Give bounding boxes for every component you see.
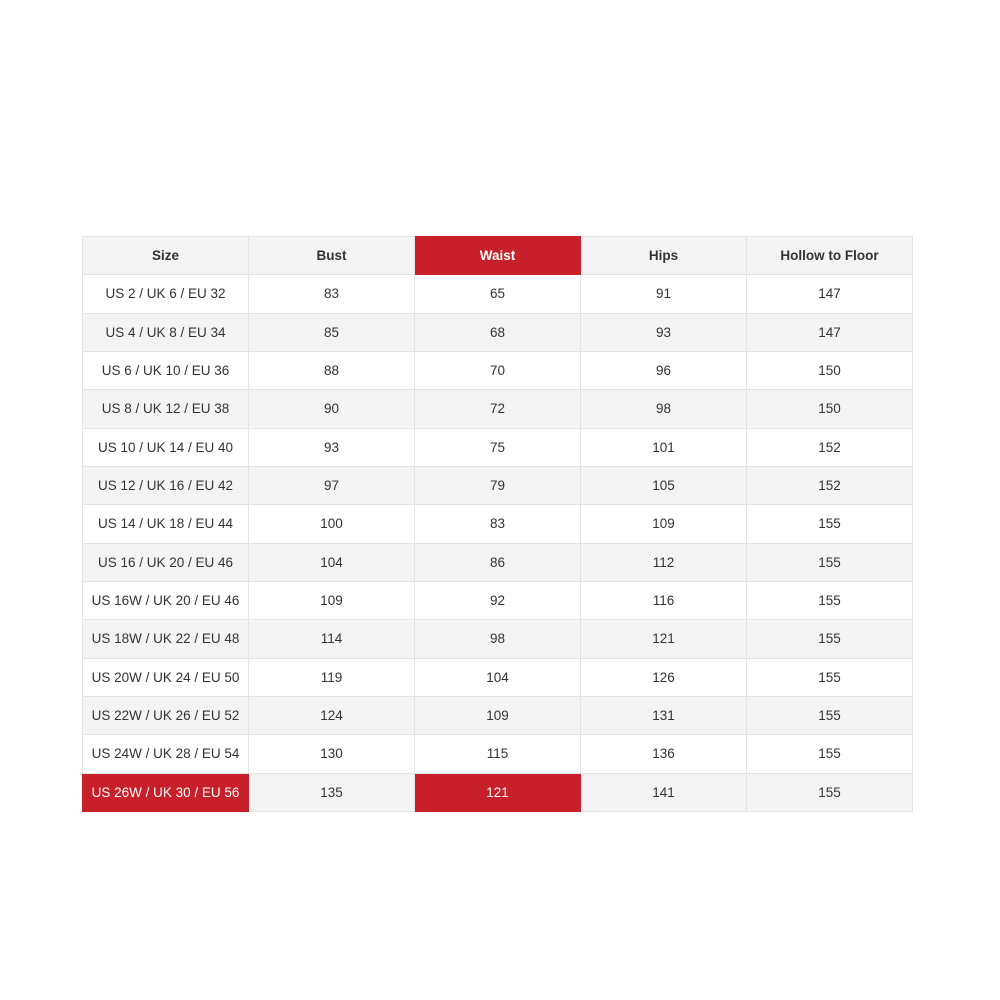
size-cell: US 8 / UK 12 / EU 38 (83, 390, 249, 428)
hips-cell: 93 (581, 313, 747, 351)
bust-cell: 100 (249, 505, 415, 543)
hollow-to-floor-cell: 155 (747, 620, 913, 658)
hips-cell: 126 (581, 658, 747, 696)
table-row (83, 543, 913, 581)
bust-cell: 119 (249, 658, 415, 696)
bust-cell: 83 (249, 275, 415, 313)
header-hollow-to-floor: Hollow to Floor (747, 237, 913, 275)
hollow-to-floor-cell: 155 (747, 505, 913, 543)
hollow-to-floor-cell: 155 (747, 581, 913, 619)
table-row (83, 581, 913, 619)
bust-cell: 130 (249, 735, 415, 773)
hollow-to-floor-cell: 147 (747, 313, 913, 351)
waist-cell: 104 (415, 658, 581, 696)
waist-cell: 65 (415, 275, 581, 313)
bust-cell: 88 (249, 351, 415, 389)
hollow-to-floor-cell: 155 (747, 735, 913, 773)
hollow-to-floor-cell: 152 (747, 428, 913, 466)
bust-cell: 90 (249, 390, 415, 428)
header-waist: Waist (415, 237, 581, 275)
bust-cell: 85 (249, 313, 415, 351)
size-cell: US 26W / UK 30 / EU 56 (83, 773, 249, 811)
hips-cell: 105 (581, 466, 747, 504)
waist-cell: 98 (415, 620, 581, 658)
bust-cell: 109 (249, 581, 415, 619)
table-row (83, 620, 913, 658)
size-cell: US 12 / UK 16 / EU 42 (83, 466, 249, 504)
size-cell: US 16W / UK 20 / EU 46 (83, 581, 249, 619)
table-row (83, 735, 913, 773)
hips-cell: 112 (581, 543, 747, 581)
header-bust: Bust (249, 237, 415, 275)
hollow-to-floor-cell: 155 (747, 696, 913, 734)
header-size: Size (83, 237, 249, 275)
hollow-to-floor-cell: 155 (747, 543, 913, 581)
table-row (83, 390, 913, 428)
hips-cell: 116 (581, 581, 747, 619)
waist-cell: 86 (415, 543, 581, 581)
hips-cell: 101 (581, 428, 747, 466)
hips-cell: 98 (581, 390, 747, 428)
header-hips: Hips (581, 237, 747, 275)
table-row (83, 696, 913, 734)
waist-cell: 68 (415, 313, 581, 351)
size-cell: US 6 / UK 10 / EU 36 (83, 351, 249, 389)
table-row (83, 428, 913, 466)
table-row (83, 313, 913, 351)
size-cell: US 18W / UK 22 / EU 48 (83, 620, 249, 658)
hips-cell: 131 (581, 696, 747, 734)
hips-cell: 121 (581, 620, 747, 658)
table-row (83, 505, 913, 543)
waist-cell: 109 (415, 696, 581, 734)
waist-cell: 72 (415, 390, 581, 428)
size-cell: US 24W / UK 28 / EU 54 (83, 735, 249, 773)
waist-cell: 92 (415, 581, 581, 619)
hollow-to-floor-cell: 155 (747, 773, 913, 811)
size-cell: US 2 / UK 6 / EU 32 (83, 275, 249, 313)
size-cell: US 10 / UK 14 / EU 40 (83, 428, 249, 466)
size-cell: US 22W / UK 26 / EU 52 (83, 696, 249, 734)
hips-cell: 141 (581, 773, 747, 811)
hollow-to-floor-cell: 150 (747, 390, 913, 428)
header-row (83, 237, 913, 275)
waist-cell: 70 (415, 351, 581, 389)
table-row (83, 466, 913, 504)
size-cell: US 4 / UK 8 / EU 34 (83, 313, 249, 351)
hollow-to-floor-cell: 147 (747, 275, 913, 313)
table-row (83, 773, 913, 811)
size-cell: US 20W / UK 24 / EU 50 (83, 658, 249, 696)
hollow-to-floor-cell: 150 (747, 351, 913, 389)
bust-cell: 124 (249, 696, 415, 734)
hips-cell: 136 (581, 735, 747, 773)
size-chart-table (82, 236, 913, 812)
hips-cell: 96 (581, 351, 747, 389)
bust-cell: 135 (249, 773, 415, 811)
bust-cell: 104 (249, 543, 415, 581)
hollow-to-floor-cell: 152 (747, 466, 913, 504)
bust-cell: 97 (249, 466, 415, 504)
size-cell: US 14 / UK 18 / EU 44 (83, 505, 249, 543)
size-cell: US 16 / UK 20 / EU 46 (83, 543, 249, 581)
hips-cell: 109 (581, 505, 747, 543)
waist-cell: 79 (415, 466, 581, 504)
bust-cell: 114 (249, 620, 415, 658)
waist-cell: 115 (415, 735, 581, 773)
waist-cell: 83 (415, 505, 581, 543)
waist-cell: 75 (415, 428, 581, 466)
table-row (83, 658, 913, 696)
table-row (83, 275, 913, 313)
table-row (83, 351, 913, 389)
hips-cell: 91 (581, 275, 747, 313)
hollow-to-floor-cell: 155 (747, 658, 913, 696)
waist-cell: 121 (415, 773, 581, 811)
bust-cell: 93 (249, 428, 415, 466)
